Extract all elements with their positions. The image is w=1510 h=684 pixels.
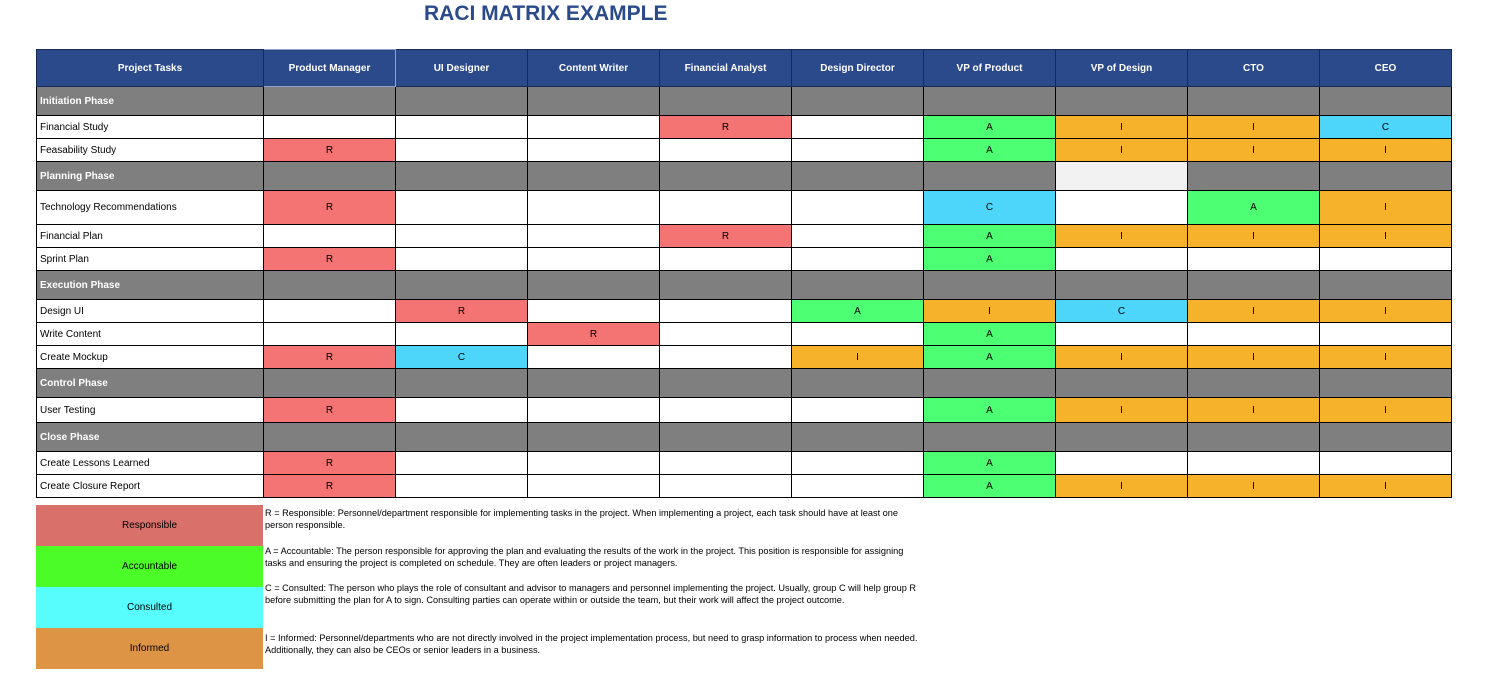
cell[interactable] xyxy=(660,248,792,271)
cell[interactable] xyxy=(528,423,660,452)
cell[interactable] xyxy=(396,162,528,191)
cell[interactable] xyxy=(396,398,528,423)
cell[interactable] xyxy=(396,225,528,248)
cell[interactable] xyxy=(1320,323,1452,346)
phase-label[interactable]: Initiation Phase xyxy=(37,87,264,116)
task-label[interactable]: Feasability Study xyxy=(37,139,264,162)
cell[interactable]: I xyxy=(1320,225,1452,248)
cell[interactable]: I xyxy=(1188,116,1320,139)
cell[interactable] xyxy=(396,87,528,116)
cell[interactable] xyxy=(396,248,528,271)
cell[interactable] xyxy=(528,139,660,162)
cell[interactable] xyxy=(528,452,660,475)
cell[interactable] xyxy=(1056,162,1188,191)
cell[interactable] xyxy=(1056,452,1188,475)
raci-table xyxy=(36,49,1452,498)
cell[interactable] xyxy=(264,162,396,191)
cell[interactable] xyxy=(660,423,792,452)
cell[interactable]: I xyxy=(1056,475,1188,498)
cell[interactable] xyxy=(1320,271,1452,300)
task-label[interactable]: Technology Recommendations xyxy=(37,191,264,225)
col-header-ui-designer: UI Designer xyxy=(396,50,528,87)
phase-row-planning xyxy=(37,162,1452,191)
cell[interactable]: I xyxy=(1320,139,1452,162)
cell[interactable] xyxy=(1320,423,1452,452)
cell[interactable] xyxy=(792,323,924,346)
cell[interactable] xyxy=(396,271,528,300)
cell[interactable]: R xyxy=(264,248,396,271)
task-label[interactable]: Create Lessons Learned xyxy=(37,452,264,475)
col-header-financial-analyst: Financial Analyst xyxy=(660,50,792,87)
phase-row-close xyxy=(37,423,1452,452)
cell[interactable] xyxy=(1320,369,1452,398)
cell[interactable] xyxy=(1188,423,1320,452)
col-header-product-manager: Product Manager xyxy=(264,50,396,87)
cell[interactable] xyxy=(792,452,924,475)
cell[interactable]: A xyxy=(924,475,1056,498)
cell[interactable] xyxy=(264,423,396,452)
description-consulted: C = Consulted: The person who plays the role of consultant and advisor to managers and personnel implementing the project. Usually, group C will help group R before submitting the plan for A to sign. Consulting parties can operate within or outside the team, but their work will affect the project outcome. xyxy=(265,583,917,606)
cell[interactable] xyxy=(528,248,660,271)
cell[interactable]: A xyxy=(924,398,1056,423)
cell[interactable] xyxy=(528,346,660,369)
cell[interactable]: I xyxy=(1188,346,1320,369)
cell[interactable] xyxy=(660,475,792,498)
legend-informed[interactable]: Informed xyxy=(36,628,263,669)
cell[interactable] xyxy=(264,369,396,398)
cell[interactable] xyxy=(264,116,396,139)
cell[interactable] xyxy=(792,139,924,162)
phase-row-execution xyxy=(37,271,1452,300)
legend-accountable[interactable]: Accountable xyxy=(36,546,263,587)
cell[interactable] xyxy=(1320,87,1452,116)
cell[interactable]: R xyxy=(264,139,396,162)
cell[interactable]: A xyxy=(792,300,924,323)
cell[interactable] xyxy=(528,87,660,116)
task-label[interactable]: Write Content xyxy=(37,323,264,346)
cell[interactable]: R xyxy=(264,398,396,423)
cell[interactable] xyxy=(660,191,792,225)
cell[interactable] xyxy=(528,398,660,423)
cell[interactable] xyxy=(660,346,792,369)
cell[interactable] xyxy=(924,423,1056,452)
cell[interactable] xyxy=(264,323,396,346)
cell[interactable] xyxy=(792,116,924,139)
task-label[interactable]: Create Mockup xyxy=(37,346,264,369)
cell[interactable]: C xyxy=(396,346,528,369)
cell[interactable] xyxy=(264,271,396,300)
cell[interactable] xyxy=(528,369,660,398)
task-row-financial-study xyxy=(37,116,1452,139)
cell[interactable] xyxy=(660,323,792,346)
cell[interactable]: I xyxy=(1056,346,1188,369)
cell[interactable] xyxy=(396,423,528,452)
cell[interactable] xyxy=(396,452,528,475)
cell[interactable] xyxy=(1056,423,1188,452)
task-label[interactable]: Design UI xyxy=(37,300,264,323)
cell[interactable]: R xyxy=(264,346,396,369)
cell[interactable]: C xyxy=(924,191,1056,225)
cell[interactable] xyxy=(792,423,924,452)
cell[interactable]: A xyxy=(924,139,1056,162)
cell[interactable]: R xyxy=(660,116,792,139)
cell[interactable]: I xyxy=(1320,346,1452,369)
task-row-create-mockup xyxy=(37,346,1452,369)
description-informed: I = Informed: Personnel/departments who are not directly involved in the project implementation process, but need to grasp information to process when needed. Additionally, they can also be CEOs or senior leaders in a business. xyxy=(265,633,918,656)
cell[interactable]: R xyxy=(264,452,396,475)
cell[interactable] xyxy=(1188,87,1320,116)
task-row-feasability-study xyxy=(37,139,1452,162)
cell[interactable]: I xyxy=(1320,191,1452,225)
phase-row-initiation xyxy=(37,87,1452,116)
cell[interactable]: I xyxy=(1056,139,1188,162)
cell[interactable]: R xyxy=(396,300,528,323)
task-label[interactable]: Financial Plan xyxy=(37,225,264,248)
cell[interactable] xyxy=(660,452,792,475)
cell[interactable] xyxy=(396,191,528,225)
cell[interactable] xyxy=(792,271,924,300)
cell[interactable] xyxy=(1056,323,1188,346)
cell[interactable] xyxy=(1056,191,1188,225)
cell[interactable]: R xyxy=(528,323,660,346)
cell[interactable] xyxy=(396,116,528,139)
task-label[interactable]: Create Closure Report xyxy=(37,475,264,498)
cell[interactable]: A xyxy=(924,248,1056,271)
legend xyxy=(36,505,263,669)
cell[interactable] xyxy=(1188,452,1320,475)
task-label[interactable]: User Testing xyxy=(37,398,264,423)
cell[interactable]: I xyxy=(1188,398,1320,423)
cell[interactable] xyxy=(792,475,924,498)
cell[interactable] xyxy=(792,369,924,398)
cell[interactable] xyxy=(1188,162,1320,191)
task-row-create-lessons-learned xyxy=(37,452,1452,475)
cell[interactable] xyxy=(528,116,660,139)
cell[interactable] xyxy=(1056,87,1188,116)
cell[interactable] xyxy=(660,369,792,398)
cell[interactable]: I xyxy=(1188,139,1320,162)
cell[interactable] xyxy=(1056,248,1188,271)
phase-label[interactable]: Close Phase xyxy=(37,423,264,452)
cell[interactable]: C xyxy=(1056,300,1188,323)
legend-responsible[interactable]: Responsible xyxy=(36,505,263,546)
cell[interactable] xyxy=(924,271,1056,300)
task-row-write-content xyxy=(37,323,1452,346)
cell[interactable] xyxy=(924,162,1056,191)
cell[interactable]: R xyxy=(264,475,396,498)
cell[interactable]: R xyxy=(264,191,396,225)
cell[interactable] xyxy=(660,139,792,162)
cell[interactable]: C xyxy=(1320,116,1452,139)
cell[interactable]: A xyxy=(1188,191,1320,225)
cell[interactable] xyxy=(528,162,660,191)
cell[interactable]: A xyxy=(924,323,1056,346)
cell[interactable] xyxy=(396,139,528,162)
cell[interactable] xyxy=(396,369,528,398)
col-header-vp-of-product: VP of Product xyxy=(924,50,1056,87)
col-header-vp-of-design: VP of Design xyxy=(1056,50,1188,87)
cell[interactable] xyxy=(792,398,924,423)
header-row xyxy=(37,50,1452,87)
cell[interactable]: R xyxy=(660,225,792,248)
col-header-cto: CTO xyxy=(1188,50,1320,87)
cell[interactable] xyxy=(792,248,924,271)
cell[interactable] xyxy=(1188,271,1320,300)
cell[interactable] xyxy=(924,369,1056,398)
cell[interactable]: I xyxy=(1056,398,1188,423)
cell[interactable]: A xyxy=(924,116,1056,139)
cell[interactable] xyxy=(396,323,528,346)
cell[interactable] xyxy=(1320,162,1452,191)
description-accountable: A = Accountable: The person responsible for approving the plan and evaluating the results of the work in the project. This position is responsible for assigning tasks and ensuring the project is completed on schedule. They are often leaders or project managers. xyxy=(265,546,904,569)
cell[interactable]: A xyxy=(924,452,1056,475)
cell[interactable] xyxy=(792,87,924,116)
cell[interactable] xyxy=(528,191,660,225)
cell[interactable]: I xyxy=(1056,116,1188,139)
cell[interactable] xyxy=(924,87,1056,116)
cell[interactable] xyxy=(264,225,396,248)
cell[interactable] xyxy=(660,398,792,423)
cell[interactable] xyxy=(1056,271,1188,300)
cell[interactable]: I xyxy=(1188,475,1320,498)
task-row-design-ui xyxy=(37,300,1452,323)
description-responsible: R = Responsible: Personnel/department responsible for implementing tasks in the project. When implementing a project, each task should have at least one person responsible. xyxy=(265,508,899,531)
phase-row-control xyxy=(37,369,1452,398)
cell[interactable]: I xyxy=(1320,300,1452,323)
cell[interactable]: I xyxy=(1056,225,1188,248)
cell[interactable] xyxy=(264,300,396,323)
cell[interactable] xyxy=(1188,248,1320,271)
cell[interactable] xyxy=(1188,369,1320,398)
task-row-technology-recommendations xyxy=(37,191,1452,225)
cell[interactable] xyxy=(528,225,660,248)
page-title: RACI MATRIX EXAMPLE xyxy=(424,2,668,25)
cell[interactable] xyxy=(1188,323,1320,346)
cell[interactable] xyxy=(660,162,792,191)
cell[interactable] xyxy=(396,475,528,498)
col-header-content-writer: Content Writer xyxy=(528,50,660,87)
cell[interactable]: I xyxy=(1320,398,1452,423)
cell[interactable] xyxy=(528,300,660,323)
cell[interactable] xyxy=(660,87,792,116)
task-row-create-closure-report xyxy=(37,475,1452,498)
cell[interactable] xyxy=(660,300,792,323)
phase-label[interactable]: Control Phase xyxy=(37,369,264,398)
cell[interactable]: I xyxy=(1188,300,1320,323)
cell[interactable] xyxy=(264,87,396,116)
cell[interactable]: A xyxy=(924,225,1056,248)
cell[interactable]: I xyxy=(1188,225,1320,248)
task-label[interactable]: Financial Study xyxy=(37,116,264,139)
task-row-sprint-plan xyxy=(37,248,1452,271)
col-header-design-director: Design Director xyxy=(792,50,924,87)
cell[interactable] xyxy=(1320,248,1452,271)
phase-label[interactable]: Execution Phase xyxy=(37,271,264,300)
legend-consulted[interactable]: Consulted xyxy=(36,587,263,628)
task-row-financial-plan xyxy=(37,225,1452,248)
task-row-user-testing xyxy=(37,398,1452,423)
cell[interactable]: I xyxy=(792,346,924,369)
phase-label[interactable]: Planning Phase xyxy=(37,162,264,191)
cell[interactable] xyxy=(528,271,660,300)
cell[interactable] xyxy=(660,271,792,300)
col-header-project-tasks: Project Tasks xyxy=(37,50,264,87)
cell[interactable]: I xyxy=(924,300,1056,323)
cell[interactable]: I xyxy=(1320,475,1452,498)
col-header-ceo: CEO xyxy=(1320,50,1452,87)
cell[interactable]: A xyxy=(924,346,1056,369)
cell[interactable] xyxy=(528,475,660,498)
cell[interactable] xyxy=(792,162,924,191)
task-label[interactable]: Sprint Plan xyxy=(37,248,264,271)
cell[interactable] xyxy=(792,191,924,225)
cell[interactable] xyxy=(1056,369,1188,398)
cell[interactable] xyxy=(792,225,924,248)
cell[interactable] xyxy=(1320,452,1452,475)
